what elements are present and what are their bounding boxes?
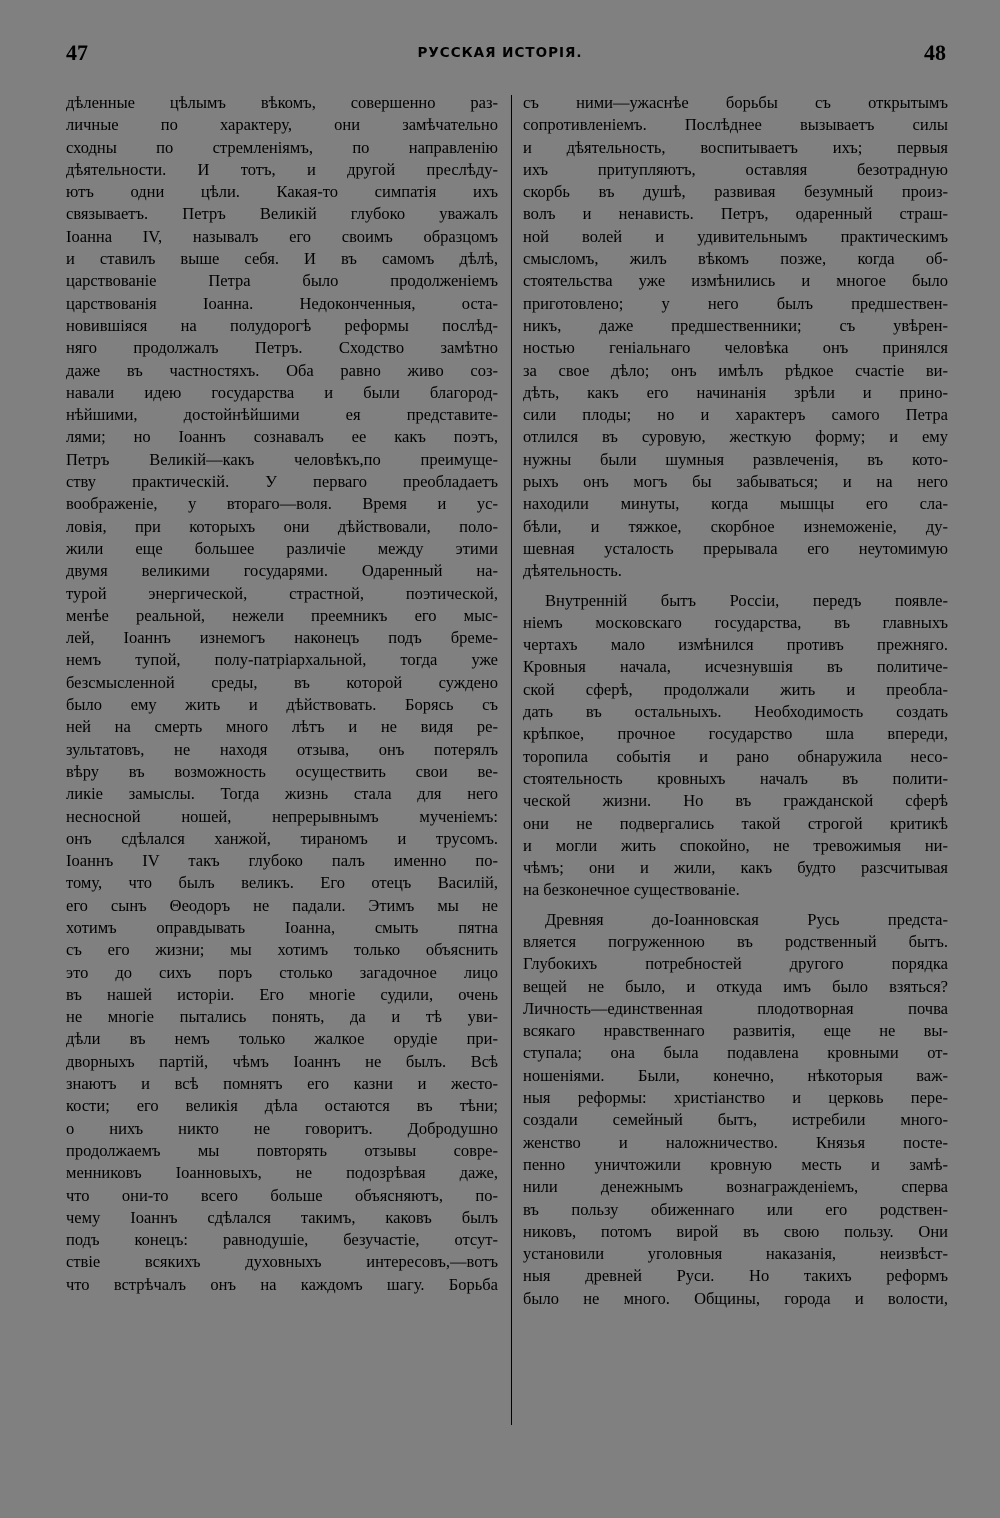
text-line: Петръ Великій—какъ человѣкъ,по преимуще-	[66, 449, 498, 469]
text-line: дворныхъ партій, чѣмъ Іоаннъ не былъ. Всѣ	[66, 1051, 498, 1071]
text-line: лями; но Іоаннъ сознавалъ ее какъ поэтъ,	[66, 427, 498, 447]
paragraph-gap	[523, 583, 948, 590]
text-line: двумя великими государями. Одаренный на-	[66, 561, 498, 581]
text-line: новившіяся на полудорогѣ реформы послѣд-	[66, 315, 498, 335]
text-line: за свое дѣло; онъ имѣлъ рѣдкое счастіе ви-	[523, 360, 948, 380]
text-line: дать въ остальныхъ. Необходимость создать	[523, 702, 948, 722]
text-line: сходны по стремленіямъ, по направленію	[66, 137, 498, 157]
text-line: ныя древней Руси. Но такихъ реформъ	[523, 1266, 948, 1286]
text-line: что они-то всего больше объясняютъ, по-	[66, 1185, 498, 1205]
text-line: продолжаемъ мы повторять отзывы совре-	[66, 1140, 498, 1160]
text-line: ческой жизни. Но въ гражданской сферѣ	[523, 791, 948, 811]
text-line: Глубокихъ потребностей другого порядка	[523, 954, 948, 974]
text-line: чертахъ мало измѣнился противъ прежняго.	[523, 635, 948, 655]
text-line: ной волей и удивительнымъ практическимъ	[523, 226, 948, 246]
text-line: было не много. Общины, города и волости,	[523, 1288, 948, 1308]
text-line: Древняя до-Іоанновская Русь предста-	[545, 909, 948, 929]
left-column	[66, 92, 498, 1296]
text-line: сопротивленіемъ. Послѣднее вызываетъ силы	[523, 115, 948, 135]
text-line: что встрѣчалъ онъ на каждомъ шагу. Борьба	[66, 1274, 498, 1294]
text-line: ступала; она была подавлена кровными от-	[523, 1043, 948, 1063]
text-line: ностью геніальнаго человѣка онъ принялся	[523, 338, 948, 358]
text-line: связываетъ. Петръ Великій глубоко уважалъ	[66, 204, 498, 224]
text-line: волъ и ненависть. Петръ, одаренный страш-	[523, 204, 948, 224]
text-line: ихъ притупляютъ, оставляя безотрадную	[523, 159, 948, 179]
text-line: нѣйшими, достойнѣйшими ея представите-	[66, 405, 498, 425]
text-line: находили минуты, когда мышцы его сла-	[523, 494, 948, 514]
text-line: ликіе замыслы. Тогда жизнь стала для него	[66, 784, 498, 804]
text-line: вѣру въ возможность осуществить свои ве-	[66, 761, 498, 781]
text-line: онъ сдѣлался ханжой, тираномъ и трусомъ.	[66, 828, 498, 848]
text-line: Іоанна IV, называлъ его своимъ образцомъ	[66, 226, 498, 246]
text-line: ству практическій. У перваго преобладаетъ	[66, 472, 498, 492]
text-line: навали идею государства и были благород-	[66, 382, 498, 402]
text-line: бѣли, и тяжкое, скорбное изнеможеніе, ду-	[523, 516, 948, 536]
text-line: Личность—единственная плодотворная почва	[523, 998, 948, 1018]
text-line: вещей не было, и откуда имъ было взяться?	[523, 976, 948, 996]
column-divider	[511, 95, 512, 1425]
text-line: менѣе реальной, нежели преемникъ его мыс-	[66, 605, 498, 625]
text-line: дѣятельности. И тотъ, и другой преслѣду-	[66, 159, 498, 179]
text-line: всякаго нравственнаго развитія, еще не вы-	[523, 1021, 948, 1041]
text-line: рыхъ онъ могъ бы забываться; и на него	[523, 472, 948, 492]
text-line: безсмысленной среды, въ которой суждено	[66, 672, 498, 692]
text-line: чему Іоаннъ сдѣлался такимъ, каковъ былъ	[66, 1207, 498, 1227]
text-line: несносной ношей, непрерывнымъ мученіемъ:	[66, 806, 498, 826]
text-line: тому, что былъ великъ. Его отецъ Василій,	[66, 873, 498, 893]
text-line: царствованіе Петра было продолженіемъ	[66, 271, 498, 291]
text-line: въ нашей исторіи. Его многіе судили, очень	[66, 984, 498, 1004]
text-line: установили уголовныя наказанія, неизвѣст-	[523, 1244, 948, 1264]
text-line: ствіе всякихъ духовныхъ интересовъ,—вотъ	[66, 1252, 498, 1272]
text-line: подъ конецъ: равнодушіе, безучастіе, отсут-	[66, 1230, 498, 1250]
text-line: ловія, при которыхъ они дѣйствовали, поло-	[66, 516, 498, 536]
text-line: воображеніе, у втораго—воля. Время и ус-	[66, 494, 498, 514]
text-line: вляется погруженною въ родственный бытъ.	[523, 931, 948, 951]
text-line: даже въ частностяхъ. Оба равно живо соз-	[66, 360, 498, 380]
text-line: лей, Іоаннъ изнемогъ наконецъ подъ бреме-	[66, 628, 498, 648]
text-line: на безконечное существованіе.	[523, 880, 740, 900]
text-line: создали семейный бытъ, истребили много-	[523, 1110, 948, 1130]
text-line: пенно уничтожили кровную месть и замѣ-	[523, 1154, 948, 1174]
text-line: личные по характеру, они замѣчательно	[66, 115, 498, 135]
text-line: съ ними—ужаснѣе борьбы съ открытымъ	[523, 93, 948, 112]
text-line: и могли жить спокойно, не тревожимыя ни-	[523, 835, 948, 855]
text-line: ношеніями. Были, конечно, нѣкоторыя важ-	[523, 1065, 948, 1085]
text-line: чѣмъ; они и жили, какъ будто разсчитывая	[523, 858, 948, 878]
text-line: шевная усталость прерывала его неутомимую	[523, 538, 948, 558]
text-line: никовъ, потомъ вирой въ свою пользу. Они	[523, 1221, 948, 1241]
text-line: менниковъ Іоанновыхъ, не подозрѣвая даже,	[66, 1163, 498, 1183]
text-line: ней на смерть много лѣтъ и не видя ре-	[66, 717, 498, 737]
text-line: стоятельства уже измѣнились и многое было	[523, 271, 948, 291]
text-line: ныя реформы: христіанство и церковь пере-	[523, 1088, 948, 1108]
text-line: крѣпкое, прочное государство шла впереди,	[523, 724, 948, 744]
text-line: царствованія Іоанна. Недоконченныя, оста-	[66, 293, 498, 313]
text-line: приготовлено; у него былъ предшествен-	[523, 293, 948, 313]
text-line: никъ, даже предшественники; съ увѣрен-	[523, 315, 948, 335]
text-line: это до сихъ поръ столько загадочное лицо	[66, 962, 498, 982]
text-line: кости; его великія дѣла остаются въ тѣни;	[66, 1096, 498, 1116]
text-line: и ставилъ выше себя. И въ самомъ дѣлѣ,	[66, 249, 498, 269]
text-line: зультатовъ, не находя отзыва, онъ потерялъ	[66, 739, 498, 759]
text-line: стоятельность кровныхъ началъ въ полити-	[523, 768, 948, 788]
text-line: ской сферѣ, продолжали жить и преобла-	[523, 679, 948, 699]
text-line: знаютъ и всѣ помнятъ его казни и жесто-	[66, 1074, 498, 1094]
text-line: хотимъ оправдывать Іоанна, смыть пятна	[66, 917, 498, 937]
text-line: ніемъ московскаго государства, въ главныхъ	[523, 612, 948, 632]
paragraph-gap	[523, 902, 948, 909]
page-number-left: 47	[66, 40, 88, 65]
text-line: нили денежнымъ вознагражденіемъ, сперва	[523, 1177, 948, 1197]
text-line: няго продолжалъ Петръ. Сходство замѣтно	[66, 338, 498, 358]
text-line: немъ тупой, полу-патріархальной, тогда уже	[66, 650, 498, 670]
text-line: сили плоды; но и характеръ самого Петра	[523, 405, 948, 425]
text-line: съ его жизни; мы хотимъ только объяснить	[66, 940, 498, 960]
text-line: о нихъ никто не говоритъ. Добродушно	[66, 1118, 498, 1138]
text-line: Кровныя начала, исчезнувшія въ политиче-	[523, 657, 948, 677]
text-line: Внутренній бытъ Россіи, передъ появле-	[545, 590, 948, 610]
text-line: смысломъ, жилъ вѣкомъ позже, когда об-	[523, 249, 948, 269]
page-number-right: 48	[924, 40, 946, 65]
text-line: отлился въ суровую, жесткую форму; и ему	[523, 427, 948, 447]
text-line: нужны были шумныя развлеченія, въ кото-	[523, 449, 948, 469]
text-line: они не подвергались такой строгой критикѣ	[523, 813, 948, 833]
text-line: дѣть, какъ его начинанія зрѣли и прино-	[523, 382, 948, 402]
right-column	[523, 92, 948, 1310]
text-line: жили еще большее различіе между этими	[66, 538, 498, 558]
text-line: торопила событія и рано обнаружила несо-	[523, 746, 948, 766]
text-line: въ пользу обиженнаго или его родствен-	[523, 1199, 948, 1219]
text-line: не многіе пытались понять, да и тѣ уви-	[66, 1007, 498, 1027]
text-line: дѣли въ немъ только жалкое орудіе при-	[66, 1029, 498, 1049]
text-line: его сынъ Θеодоръ не падали. Этимъ мы не	[66, 895, 498, 915]
text-line: было ему жить и дѣйствовать. Борясь съ	[66, 695, 498, 715]
text-line: женство и наложничество. Князья посте-	[523, 1132, 948, 1152]
text-line: Іоаннъ IV такъ глубоко палъ именно по-	[66, 851, 498, 871]
text-line: ютъ одни цѣли. Какая-то симпатія ихъ	[66, 182, 498, 202]
text-line: и дѣятельность, воспитываетъ ихъ; первыя	[523, 137, 948, 157]
text-line: дѣленные цѣлымъ вѣкомъ, совершенно раз-	[66, 93, 498, 112]
text-line: дѣятельность.	[523, 561, 622, 581]
running-head: РУССКАЯ ИСТОРІЯ.	[417, 45, 583, 61]
text-line: скорбь въ душѣ, развивая безумный произ-	[523, 182, 948, 202]
text-line: турой энергической, страстной, поэтической,	[66, 583, 498, 603]
